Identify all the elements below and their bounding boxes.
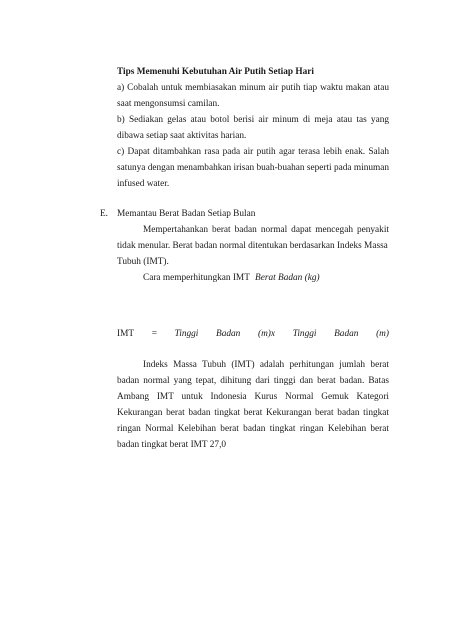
imt-formula xyxy=(117,328,389,340)
calc-intro-text: Cara memperhitungkan IMT xyxy=(143,273,250,283)
para2-line-1: Indeks Massa Tubuh (IMT) adalah perhitungan jumlah berat xyxy=(143,360,389,370)
para2-line-5: ringan Normal Kelebihan berat badan tingkat ringan Kelebihan berat xyxy=(117,424,389,434)
formula-tinggi-2: Tinggi xyxy=(292,329,317,339)
tips-line-4: dibawa setiap saat aktivitas harian. xyxy=(117,131,247,141)
formula-badan-2: Badan xyxy=(334,329,359,339)
calc-intro-row xyxy=(143,272,320,284)
formula-imt: IMT xyxy=(117,329,135,339)
formula-tinggi-1: Tinggi xyxy=(174,329,199,339)
para1-line-2: tidak menular. Berat badan normal ditentukan berdasarkan Indeks Massa xyxy=(117,241,388,251)
section-e-title: Memantau Berat Badan Setiap Bulan xyxy=(117,209,256,219)
formula-badan-1: Badan xyxy=(216,329,241,339)
tips-heading: Tips Memenuhi Kebutuhan Air Putih Setiap Hari xyxy=(117,67,314,77)
para2-line-3: Ambang IMT untuk Indonesia Kurus Normal Gemuk Kategori xyxy=(117,392,389,402)
formula-m-x: (m)x xyxy=(257,329,276,339)
tips-line-3: b) Sediakan gelas atau botol berisi air minum di meja atau tas yang xyxy=(117,115,389,125)
section-e-marker: E. xyxy=(100,209,109,219)
para1-line-1: Mempertahankan berat badan normal dapat mencegah penyakit xyxy=(143,225,389,235)
tips-line-7: infused water. xyxy=(117,179,170,189)
formula-equals: = xyxy=(151,329,157,339)
formula-m: (m) xyxy=(376,329,389,339)
para1-line-3: Tubuh (IMT). xyxy=(117,257,169,267)
tips-line-1: a) Cobalah untuk membiasakan minum air putih tiap waktu makan atau xyxy=(117,83,389,93)
para2-line-2: badan normal yang tepat, dihitung dari tinggi dan berat badan. Batas xyxy=(117,376,389,386)
para2-line-4: Kekurangan berat badan tingkat berat Kekurangan berat badan tingkat xyxy=(117,408,389,418)
tips-line-2: saat mengonsumsi camilan. xyxy=(117,99,220,109)
tips-line-6: satunya dengan menambahkan irisan buah-buahan seperti pada minuman xyxy=(117,163,389,173)
para2-line-6: badan tingkat berat IMT 27,0 xyxy=(117,440,227,450)
tips-line-5: c) Dapat ditambahkan rasa pada air putih agar terasa lebih enak. Salah xyxy=(117,147,389,157)
calc-math: Berat Badan (kg) xyxy=(255,273,320,283)
